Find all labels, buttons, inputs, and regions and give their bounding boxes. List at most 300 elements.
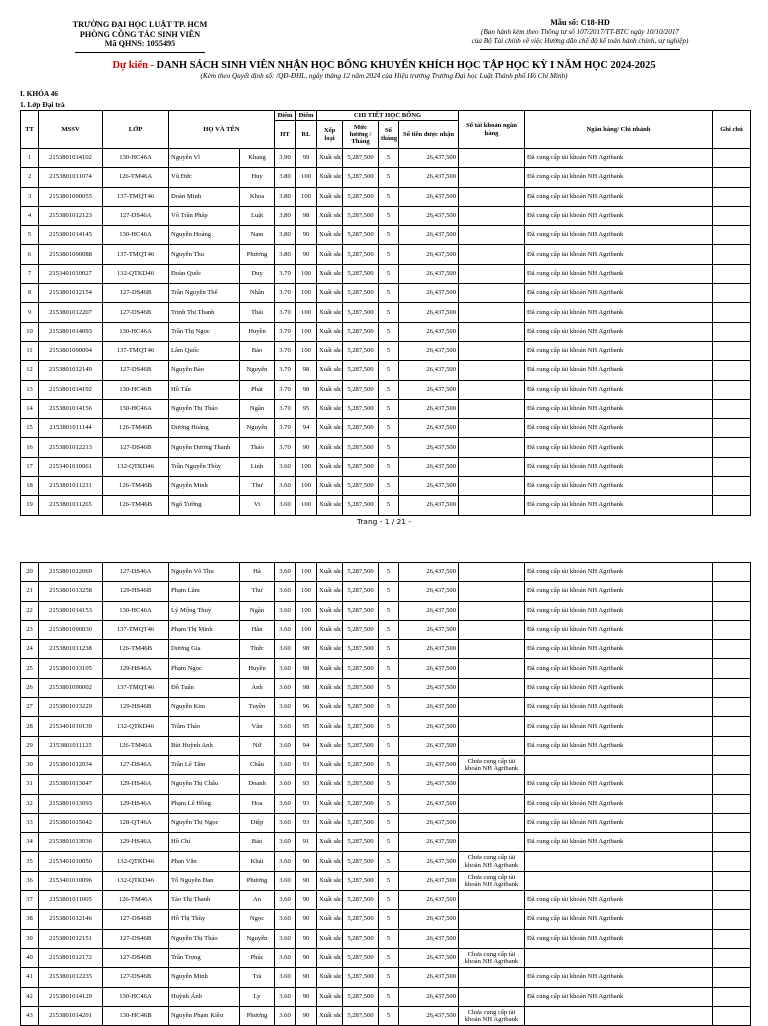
academic-score: 3.70 bbox=[275, 284, 296, 303]
monthly-amount: 5,287,500 bbox=[343, 775, 379, 794]
notes-cell bbox=[713, 813, 751, 832]
given-name: Bảo bbox=[240, 341, 275, 360]
class-code: 127-DS46A bbox=[103, 206, 169, 225]
academic-score: 3.60 bbox=[275, 891, 296, 910]
student-id: 2153801014145 bbox=[39, 226, 103, 245]
total-amount: 26,437,500 bbox=[399, 717, 459, 736]
title-text: DANH SÁCH SINH VIÊN NHẬN HỌC BỔNG KHUYẾN KHÍCH HỌC TẬP HỌC KỲ I NĂM HỌC 2024-2025 bbox=[156, 60, 656, 71]
total-amount: 26,437,500 bbox=[399, 187, 459, 206]
account-number-status bbox=[459, 640, 525, 659]
total-amount: 26,437,500 bbox=[399, 794, 459, 813]
col-header-ht: HT bbox=[275, 121, 296, 149]
rank: Xuất sắc bbox=[317, 948, 343, 967]
class-code: 126-TM46A bbox=[103, 891, 169, 910]
class-code: 129-HS46A bbox=[103, 659, 169, 678]
account-number-status: Chưa cung cấp tài khoản NH Agribank bbox=[459, 948, 525, 967]
family-and-middle-name: Nguyễn Võ Thu bbox=[169, 563, 240, 582]
months: 5 bbox=[379, 987, 399, 1006]
account-number-status bbox=[459, 775, 525, 794]
family-and-middle-name: Trần Lê Tâm bbox=[169, 755, 240, 774]
notes-cell bbox=[713, 948, 751, 967]
form-note-line1: (Ban hành kèm theo Thông tư số 107/2017/TT-BTC ngày 10/10/2017 bbox=[480, 28, 680, 36]
given-name: Phương bbox=[240, 871, 275, 890]
rank: Xuất sắc bbox=[317, 226, 343, 245]
notes-cell bbox=[713, 717, 751, 736]
months: 5 bbox=[379, 678, 399, 697]
months: 5 bbox=[379, 496, 399, 515]
row-number: 3 bbox=[21, 187, 39, 206]
conduct-score: 95 bbox=[296, 399, 317, 418]
notes-cell bbox=[713, 264, 751, 283]
student-id: 2153801015042 bbox=[39, 813, 103, 832]
conduct-score: 93 bbox=[296, 755, 317, 774]
monthly-amount: 5,287,500 bbox=[343, 755, 379, 774]
notes-cell bbox=[713, 563, 751, 582]
given-name: Bảo bbox=[240, 833, 275, 852]
total-amount: 26,437,500 bbox=[399, 361, 459, 380]
account-number-status bbox=[459, 206, 525, 225]
months: 5 bbox=[379, 640, 399, 659]
total-amount: 26,437,500 bbox=[399, 284, 459, 303]
rank: Xuất sắc bbox=[317, 322, 343, 341]
row-number: 37 bbox=[21, 891, 39, 910]
rank: Xuất sắc bbox=[317, 601, 343, 620]
given-name: Hoa bbox=[240, 794, 275, 813]
table-row bbox=[21, 1006, 751, 1025]
class-code: 128-QT46A bbox=[103, 813, 169, 832]
class-code: 130-HC46A bbox=[103, 987, 169, 1006]
bank-branch-status: Đã cung cấp tài khoản NH Agribank bbox=[525, 477, 713, 496]
total-amount: 26,437,500 bbox=[399, 149, 459, 168]
family-and-middle-name: Dương Hoàng bbox=[169, 419, 240, 438]
account-number-status bbox=[459, 891, 525, 910]
given-name: Khoa bbox=[240, 187, 275, 206]
table-row bbox=[21, 640, 751, 659]
rank: Xuất sắc bbox=[317, 399, 343, 418]
given-name: Khang bbox=[240, 149, 275, 168]
family-and-middle-name: Nguyễn Vĩ bbox=[169, 149, 240, 168]
col-header-rl: RL bbox=[296, 121, 317, 149]
conduct-score: 100 bbox=[296, 322, 317, 341]
academic-score: 3.60 bbox=[275, 620, 296, 639]
notes-cell bbox=[713, 871, 751, 890]
total-amount: 26,437,500 bbox=[399, 496, 459, 515]
row-number: 31 bbox=[21, 775, 39, 794]
months: 5 bbox=[379, 910, 399, 929]
notes-cell bbox=[713, 438, 751, 457]
academic-score: 3.60 bbox=[275, 678, 296, 697]
total-amount: 26,437,500 bbox=[399, 601, 459, 620]
total-amount: 26,437,500 bbox=[399, 563, 459, 582]
col-header-score-top-ht: Điểm bbox=[275, 111, 296, 121]
class-code: 127-DS46B bbox=[103, 361, 169, 380]
monthly-amount: 5,287,500 bbox=[343, 736, 379, 755]
monthly-amount: 5,287,500 bbox=[343, 206, 379, 225]
row-number: 11 bbox=[21, 341, 39, 360]
account-number-status bbox=[459, 149, 525, 168]
monthly-amount: 5,287,500 bbox=[343, 322, 379, 341]
table-row bbox=[21, 322, 751, 341]
col-header-months: Số tháng bbox=[379, 121, 399, 149]
form-underline bbox=[480, 49, 680, 50]
notes-cell bbox=[713, 794, 751, 813]
class-code: 126-TM46A bbox=[103, 736, 169, 755]
total-amount: 26,437,500 bbox=[399, 341, 459, 360]
academic-score: 3.60 bbox=[275, 948, 296, 967]
monthly-amount: 5,287,500 bbox=[343, 341, 379, 360]
rank: Xuất sắc bbox=[317, 457, 343, 476]
total-amount: 26,437,500 bbox=[399, 419, 459, 438]
account-number-status bbox=[459, 168, 525, 187]
months: 5 bbox=[379, 968, 399, 987]
conduct-score: 90 bbox=[296, 891, 317, 910]
family-and-middle-name: Huỳnh Ánh bbox=[169, 987, 240, 1006]
class-code: 127-DS46B bbox=[103, 303, 169, 322]
rank: Xuất sắc bbox=[317, 168, 343, 187]
row-number: 8 bbox=[21, 284, 39, 303]
months: 5 bbox=[379, 264, 399, 283]
months: 5 bbox=[379, 303, 399, 322]
academic-score: 3.60 bbox=[275, 813, 296, 832]
total-amount: 26,437,500 bbox=[399, 399, 459, 418]
given-name: Thảo bbox=[240, 438, 275, 457]
bank-branch-status: Đã cung cấp tài khoản NH Agribank bbox=[525, 187, 713, 206]
notes-cell bbox=[713, 601, 751, 620]
given-name: Ly bbox=[240, 987, 275, 1006]
bank-branch-status: Đã cung cấp tài khoản NH Agribank bbox=[525, 601, 713, 620]
table-row bbox=[21, 794, 751, 813]
table-row bbox=[21, 929, 751, 948]
row-number: 2 bbox=[21, 168, 39, 187]
monthly-amount: 5,287,500 bbox=[343, 477, 379, 496]
col-header-tt: TT bbox=[21, 111, 39, 149]
student-id: 2153801090055 bbox=[39, 187, 103, 206]
monthly-amount: 5,287,500 bbox=[343, 168, 379, 187]
academic-score: 3.80 bbox=[275, 168, 296, 187]
rank: Xuất sắc bbox=[317, 438, 343, 457]
academic-score: 3.70 bbox=[275, 303, 296, 322]
academic-score: 3.70 bbox=[275, 264, 296, 283]
given-name: Ngọc bbox=[240, 910, 275, 929]
monthly-amount: 5,287,500 bbox=[343, 496, 379, 515]
class-code: 130-HC46A bbox=[103, 399, 169, 418]
row-number: 15 bbox=[21, 419, 39, 438]
conduct-score: 100 bbox=[296, 582, 317, 601]
account-number-status: Chưa cung cấp tài khoản NH Agribank bbox=[459, 1006, 525, 1025]
row-number: 39 bbox=[21, 929, 39, 948]
total-amount: 26,437,500 bbox=[399, 987, 459, 1006]
bank-branch-status: Đã cung cấp tài khoản NH Agribank bbox=[525, 303, 713, 322]
table-row bbox=[21, 601, 751, 620]
given-name: Thư bbox=[240, 477, 275, 496]
student-id: 2153801012034 bbox=[39, 755, 103, 774]
monthly-amount: 5,287,500 bbox=[343, 380, 379, 399]
class-code: 129-HS46B bbox=[103, 698, 169, 717]
account-number-status: Chưa cung cấp tài khoản NH Agribank bbox=[459, 852, 525, 871]
conduct-score: 93 bbox=[296, 794, 317, 813]
family-and-middle-name: Nguyễn Minh bbox=[169, 477, 240, 496]
class-code: 127-DS46B bbox=[103, 438, 169, 457]
row-number: 12 bbox=[21, 361, 39, 380]
academic-score: 3.60 bbox=[275, 640, 296, 659]
col-header-bank-branch: Ngân hàng/ Chi nhánh bbox=[525, 111, 713, 149]
total-amount: 26,437,500 bbox=[399, 582, 459, 601]
total-amount: 26,437,500 bbox=[399, 852, 459, 871]
document-subtitle: (Kèm theo Quyết định số: /QĐ-ĐHL, ngày tháng 12 năm 2024 của Hiệu trưởng Trường Đại học Luật Thành phố Hồ Chí Minh) bbox=[200, 72, 568, 80]
notes-cell bbox=[713, 168, 751, 187]
given-name: Duy bbox=[240, 264, 275, 283]
student-id: 2153801011125 bbox=[39, 736, 103, 755]
account-number-status bbox=[459, 698, 525, 717]
given-name: An bbox=[240, 891, 275, 910]
row-number: 29 bbox=[21, 736, 39, 755]
rank: Xuất sắc bbox=[317, 477, 343, 496]
class-code: 127-DS46A bbox=[103, 563, 169, 582]
months: 5 bbox=[379, 419, 399, 438]
family-and-middle-name: Đỗ Tuấn bbox=[169, 678, 240, 697]
family-and-middle-name: Trầm Thảo bbox=[169, 717, 240, 736]
monthly-amount: 5,287,500 bbox=[343, 563, 379, 582]
family-and-middle-name: Trần Thị Ngọc bbox=[169, 322, 240, 341]
bank-branch-status: Đã cung cấp tài khoản NH Agribank bbox=[525, 929, 713, 948]
class-code: 127-DS46B bbox=[103, 968, 169, 987]
conduct-score: 94 bbox=[296, 736, 317, 755]
academic-score: 3.60 bbox=[275, 1006, 296, 1025]
class-code: 129-HS46A bbox=[103, 775, 169, 794]
rank: Xuất sắc bbox=[317, 206, 343, 225]
notes-cell bbox=[713, 833, 751, 852]
class-code: 130-HC46B bbox=[103, 1006, 169, 1025]
academic-score: 3.60 bbox=[275, 852, 296, 871]
bank-branch-status: Đã cung cấp tài khoản NH Agribank bbox=[525, 438, 713, 457]
months: 5 bbox=[379, 187, 399, 206]
rank: Xuất sắc bbox=[317, 582, 343, 601]
student-id: 2153801014192 bbox=[39, 380, 103, 399]
notes-cell bbox=[713, 206, 751, 225]
bank-branch-status: Đã cung cấp tài khoản NH Agribank bbox=[525, 168, 713, 187]
student-id: 2153401010027 bbox=[39, 264, 103, 283]
monthly-amount: 5,287,500 bbox=[343, 910, 379, 929]
family-and-middle-name: Vũ Đức bbox=[169, 168, 240, 187]
form-note-line2: của Bộ Tài chính về việc Hướng dẫn chế độ kế toán hành chính, sự nghiệp) bbox=[471, 37, 689, 45]
academic-score: 3.70 bbox=[275, 322, 296, 341]
notes-cell bbox=[713, 496, 751, 515]
bank-branch-status: Đã cung cấp tài khoản NH Agribank bbox=[525, 399, 713, 418]
family-and-middle-name: Võ Trần Pháp bbox=[169, 206, 240, 225]
notes-cell bbox=[713, 226, 751, 245]
student-id: 2153801012213 bbox=[39, 438, 103, 457]
given-name: Nữ bbox=[240, 736, 275, 755]
row-number: 22 bbox=[21, 601, 39, 620]
account-number-status bbox=[459, 929, 525, 948]
document-title bbox=[0, 60, 768, 72]
rank: Xuất sắc bbox=[317, 187, 343, 206]
notes-cell bbox=[713, 891, 751, 910]
total-amount: 26,437,500 bbox=[399, 206, 459, 225]
notes-cell bbox=[713, 341, 751, 360]
monthly-amount: 5,287,500 bbox=[343, 245, 379, 264]
conduct-score: 90 bbox=[296, 245, 317, 264]
account-number-status bbox=[459, 380, 525, 399]
conduct-score: 100 bbox=[296, 457, 317, 476]
academic-score: 3.70 bbox=[275, 361, 296, 380]
notes-cell bbox=[713, 852, 751, 871]
total-amount: 26,437,500 bbox=[399, 929, 459, 948]
student-id: 2153801012149 bbox=[39, 361, 103, 380]
student-id: 2153801011144 bbox=[39, 419, 103, 438]
monthly-amount: 5,287,500 bbox=[343, 361, 379, 380]
student-id: 2153801090004 bbox=[39, 341, 103, 360]
table-row bbox=[21, 341, 751, 360]
given-name: Khải bbox=[240, 852, 275, 871]
account-number-status bbox=[459, 678, 525, 697]
budget-code: Mã QHNS: 1055495 bbox=[104, 39, 176, 49]
monthly-amount: 5,287,500 bbox=[343, 852, 379, 871]
document-title-block bbox=[0, 60, 768, 81]
table-row bbox=[21, 910, 751, 929]
class-code: 126-TM46B bbox=[103, 419, 169, 438]
monthly-amount: 5,287,500 bbox=[343, 678, 379, 697]
class-code: 130-HC46A bbox=[103, 226, 169, 245]
family-and-middle-name: Tô Nguyễn Đan bbox=[169, 871, 240, 890]
monthly-amount: 5,287,500 bbox=[343, 226, 379, 245]
notes-cell bbox=[713, 640, 751, 659]
months: 5 bbox=[379, 659, 399, 678]
conduct-score: 98 bbox=[296, 640, 317, 659]
months: 5 bbox=[379, 620, 399, 639]
months: 5 bbox=[379, 438, 399, 457]
class-code: 132-QTKD46 bbox=[103, 852, 169, 871]
account-number-status bbox=[459, 794, 525, 813]
notes-cell bbox=[713, 659, 751, 678]
row-number: 35 bbox=[21, 852, 39, 871]
total-amount: 26,437,500 bbox=[399, 833, 459, 852]
academic-score: 3.60 bbox=[275, 794, 296, 813]
row-number: 14 bbox=[21, 399, 39, 418]
bank-branch-status: Đã cung cấp tài khoản NH Agribank bbox=[525, 226, 713, 245]
table-row bbox=[21, 871, 751, 890]
student-id: 2153801090088 bbox=[39, 245, 103, 264]
conduct-score: 90 bbox=[296, 948, 317, 967]
account-number-status bbox=[459, 226, 525, 245]
given-name: Diệp bbox=[240, 813, 275, 832]
account-number-status bbox=[459, 264, 525, 283]
class-code: 137-TMQT46 bbox=[103, 245, 169, 264]
rank: Xuất sắc bbox=[317, 833, 343, 852]
months: 5 bbox=[379, 149, 399, 168]
rank: Xuất sắc bbox=[317, 380, 343, 399]
student-id: 2153801012151 bbox=[39, 929, 103, 948]
academic-score: 3.60 bbox=[275, 601, 296, 620]
family-and-middle-name: Phan Văn bbox=[169, 852, 240, 871]
notes-cell bbox=[713, 582, 751, 601]
months: 5 bbox=[379, 833, 399, 852]
issuer-block bbox=[40, 20, 240, 53]
row-number: 1 bbox=[21, 149, 39, 168]
given-name: Phúc bbox=[240, 948, 275, 967]
student-id: 2153401010050 bbox=[39, 852, 103, 871]
table-row bbox=[21, 833, 751, 852]
notes-cell bbox=[713, 457, 751, 476]
table-row bbox=[21, 264, 751, 283]
class-code: 127-DS46B bbox=[103, 910, 169, 929]
row-number: 6 bbox=[21, 245, 39, 264]
monthly-amount: 5,287,500 bbox=[343, 871, 379, 890]
family-and-middle-name: Nguyễn Thị Thảo bbox=[169, 929, 240, 948]
monthly-amount: 5,287,500 bbox=[343, 987, 379, 1006]
class-code: 132-QTKD46 bbox=[103, 264, 169, 283]
total-amount: 26,437,500 bbox=[399, 891, 459, 910]
table-row bbox=[21, 852, 751, 871]
account-number-status bbox=[459, 736, 525, 755]
total-amount: 26,437,500 bbox=[399, 813, 459, 832]
account-number-status bbox=[459, 438, 525, 457]
conduct-score: 100 bbox=[296, 477, 317, 496]
class-code: 137-TMQT46 bbox=[103, 678, 169, 697]
conduct-score: 100 bbox=[296, 341, 317, 360]
notes-cell bbox=[713, 380, 751, 399]
student-id: 2153401010139 bbox=[39, 717, 103, 736]
row-number: 4 bbox=[21, 206, 39, 225]
conduct-score: 90 bbox=[296, 226, 317, 245]
academic-score: 3.60 bbox=[275, 457, 296, 476]
total-amount: 26,437,500 bbox=[399, 477, 459, 496]
rank: Xuất sắc bbox=[317, 813, 343, 832]
conduct-score: 90 bbox=[296, 910, 317, 929]
bank-branch-status: Đã cung cấp tài khoản NH Agribank bbox=[525, 736, 713, 755]
notes-cell bbox=[713, 419, 751, 438]
months: 5 bbox=[379, 399, 399, 418]
rank: Xuất sắc bbox=[317, 891, 343, 910]
rank: Xuất sắc bbox=[317, 1006, 343, 1025]
notes-cell bbox=[713, 698, 751, 717]
bank-branch-status: Đã cung cấp tài khoản NH Agribank bbox=[525, 717, 713, 736]
col-header-scholarship-detail: CHI TIẾT HỌC BỔNG bbox=[317, 111, 459, 121]
given-name: Phát bbox=[240, 380, 275, 399]
table-row bbox=[21, 736, 751, 755]
months: 5 bbox=[379, 948, 399, 967]
total-amount: 26,437,500 bbox=[399, 168, 459, 187]
rank: Xuất sắc bbox=[317, 929, 343, 948]
conduct-score: 91 bbox=[296, 833, 317, 852]
account-number-status: Chưa cung cấp tài khoản NH Agribank bbox=[459, 871, 525, 890]
rank: Xuất sắc bbox=[317, 361, 343, 380]
given-name: Huyền bbox=[240, 322, 275, 341]
class-code: 129-HS46A bbox=[103, 833, 169, 852]
months: 5 bbox=[379, 736, 399, 755]
family-and-middle-name: Lâm Quốc bbox=[169, 341, 240, 360]
account-number-status bbox=[459, 341, 525, 360]
academic-score: 3.60 bbox=[275, 910, 296, 929]
row-number: 24 bbox=[21, 640, 39, 659]
student-id: 2153401010061 bbox=[39, 457, 103, 476]
given-name: Châu bbox=[240, 755, 275, 774]
monthly-amount: 5,287,500 bbox=[343, 582, 379, 601]
account-number-status bbox=[459, 245, 525, 264]
given-name: Tuyền bbox=[240, 698, 275, 717]
table-row bbox=[21, 361, 751, 380]
bank-branch-status: Đã cung cấp tài khoản NH Agribank bbox=[525, 361, 713, 380]
student-id: 2153801013036 bbox=[39, 833, 103, 852]
rank: Xuất sắc bbox=[317, 264, 343, 283]
conduct-score: 98 bbox=[296, 380, 317, 399]
row-number: 27 bbox=[21, 698, 39, 717]
monthly-amount: 5,287,500 bbox=[343, 813, 379, 832]
col-header-notes: Ghi chú bbox=[713, 111, 751, 149]
table-row bbox=[21, 149, 751, 168]
account-number-status: Chưa cung cấp tài khoản NH Agribank bbox=[459, 755, 525, 774]
months: 5 bbox=[379, 322, 399, 341]
